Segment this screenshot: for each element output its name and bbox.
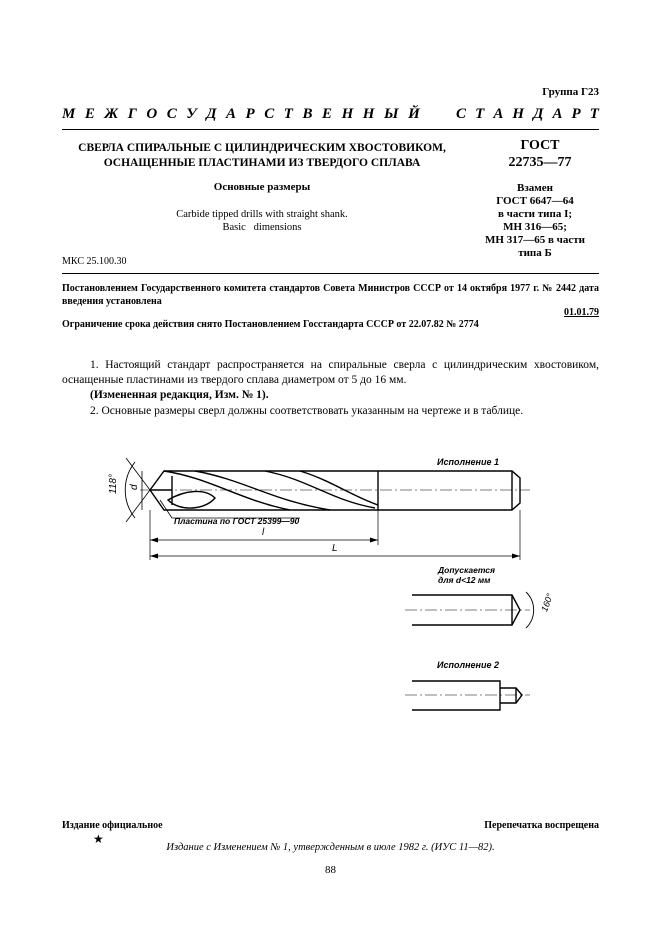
- banner-letter: Т: [475, 106, 485, 122]
- star-icon: ★: [93, 832, 104, 846]
- banner-letter: С: [166, 106, 177, 122]
- banner-letter: А: [226, 106, 237, 122]
- banner-letter: М: [62, 106, 76, 122]
- paragraph-1-text: 1. Настоящий стандарт распространяется на спиральные сверла с цилиндрическим хвостовиком, оснащенные пластинами из твердого сплава диаметром от 5 до 16 мм.: [62, 359, 599, 386]
- banner-standard: [456, 106, 599, 123]
- english-title-line-1: Carbide tipped drills with straight shank.: [176, 209, 348, 220]
- decree-text: Постановлением Государственного комитета стандартов Совета Министров СССР от 14 октября 1977 г. № 2442 дата введения установлена: [62, 283, 599, 307]
- gost-number: 22735—77: [508, 155, 572, 170]
- chamfer-label: 160°: [539, 592, 556, 614]
- paragraph-2: [62, 404, 599, 419]
- dim-l-label: l: [262, 527, 265, 538]
- paragraph-1: [62, 358, 599, 388]
- replaces-line: в части типа I;: [497, 208, 573, 220]
- banner-letter: У: [186, 106, 197, 122]
- banner-letter: Е: [84, 106, 95, 122]
- dim-L-label: L: [332, 543, 338, 554]
- banner-letter: Т: [283, 106, 293, 122]
- banner-letter: Ы: [384, 106, 399, 122]
- banner-letter: Т: [589, 106, 599, 122]
- banner-letter: Д: [206, 106, 217, 122]
- banner-letter: Д: [533, 106, 544, 122]
- banner-letter: Н: [362, 106, 375, 122]
- banner-letter: Н: [512, 106, 525, 122]
- drill-version-1: [150, 471, 520, 510]
- replaces-line: ГОСТ 6647—64: [496, 195, 574, 207]
- replaces-line: МН 316—65;: [503, 221, 567, 233]
- reprint-notice: Перепечатка воспрещена: [484, 820, 599, 831]
- banner-letter: Е: [322, 106, 333, 122]
- replaces-block: [470, 182, 600, 260]
- banner-letter: Г: [127, 106, 137, 122]
- banner-interstate: [62, 106, 420, 123]
- banner-letter: Р: [571, 106, 581, 122]
- gost-number-block: [490, 137, 590, 171]
- drill-drawing: [0, 440, 661, 730]
- replaces-line: типа Б: [518, 247, 552, 259]
- standard-banner: [62, 106, 599, 123]
- change-note: (Измененная редакция, Изм. № 1).: [90, 389, 269, 401]
- title-line-2: ОСНАЩЕННЫЕ ПЛАСТИНАМИ ИЗ ТВЕРДОГО СПЛАВА: [103, 157, 421, 169]
- document-title: [62, 141, 462, 171]
- official-edition: Издание официальное: [62, 820, 163, 831]
- section-rule: [62, 273, 599, 274]
- banner-letter: В: [302, 106, 313, 122]
- banner-letter: А: [552, 106, 563, 122]
- banner-letter: А: [493, 106, 504, 122]
- gost-label: ГОСТ: [520, 138, 560, 153]
- version-2-label: Исполнение 2: [437, 660, 499, 670]
- version-1-label: Исполнение 1: [437, 457, 499, 467]
- banner-letter: Й: [408, 106, 420, 122]
- mks-code: МКС 25.100.30: [62, 256, 127, 267]
- english-title-line-2: Basic dimensions: [222, 222, 302, 233]
- title-line-1: СВЕРЛА СПИРАЛЬНЫЕ С ЦИЛИНДРИЧЕСКИМ ХВОСТОВИКОМ,: [78, 142, 446, 154]
- allowed-label: Допускается: [438, 565, 496, 575]
- banner-letter: Ж: [104, 106, 119, 122]
- header-rule: [62, 129, 599, 130]
- limitation-text: Ограничение срока действия снято Постановлением Госстандарта СССР от 22.07.82 № 2774: [62, 319, 479, 330]
- drill-version-2: [412, 681, 522, 710]
- banner-letter: О: [146, 106, 158, 122]
- group-code: Группа Г23: [542, 86, 599, 98]
- angle-label: 118°: [108, 474, 119, 494]
- english-title: [62, 208, 462, 234]
- banner-letter: С: [456, 106, 467, 122]
- document-subtitle: Основные размеры: [213, 181, 311, 193]
- diameter-label: d: [129, 484, 140, 490]
- banner-letter: С: [264, 106, 275, 122]
- banner-letter: Р: [245, 106, 255, 122]
- effective-date: 01.01.79: [564, 307, 599, 318]
- page-number: 88: [325, 864, 336, 876]
- replaces-line: Взамен: [517, 182, 553, 194]
- paragraph-2-text: 2. Основные размеры сверл должны соответствовать указанным на чертеже и в таблице.: [90, 405, 524, 417]
- replaces-line: МН 317—65 в части: [485, 234, 585, 246]
- banner-letter: Н: [341, 106, 354, 122]
- plate-label: Пластина по ГОСТ 25399—90: [174, 516, 300, 526]
- allowed-condition-label: для d<12 мм: [438, 575, 491, 585]
- edition-note: Издание с Изменением № 1, утвержденным в июле 1982 г. (ИУС 11—82).: [166, 842, 495, 853]
